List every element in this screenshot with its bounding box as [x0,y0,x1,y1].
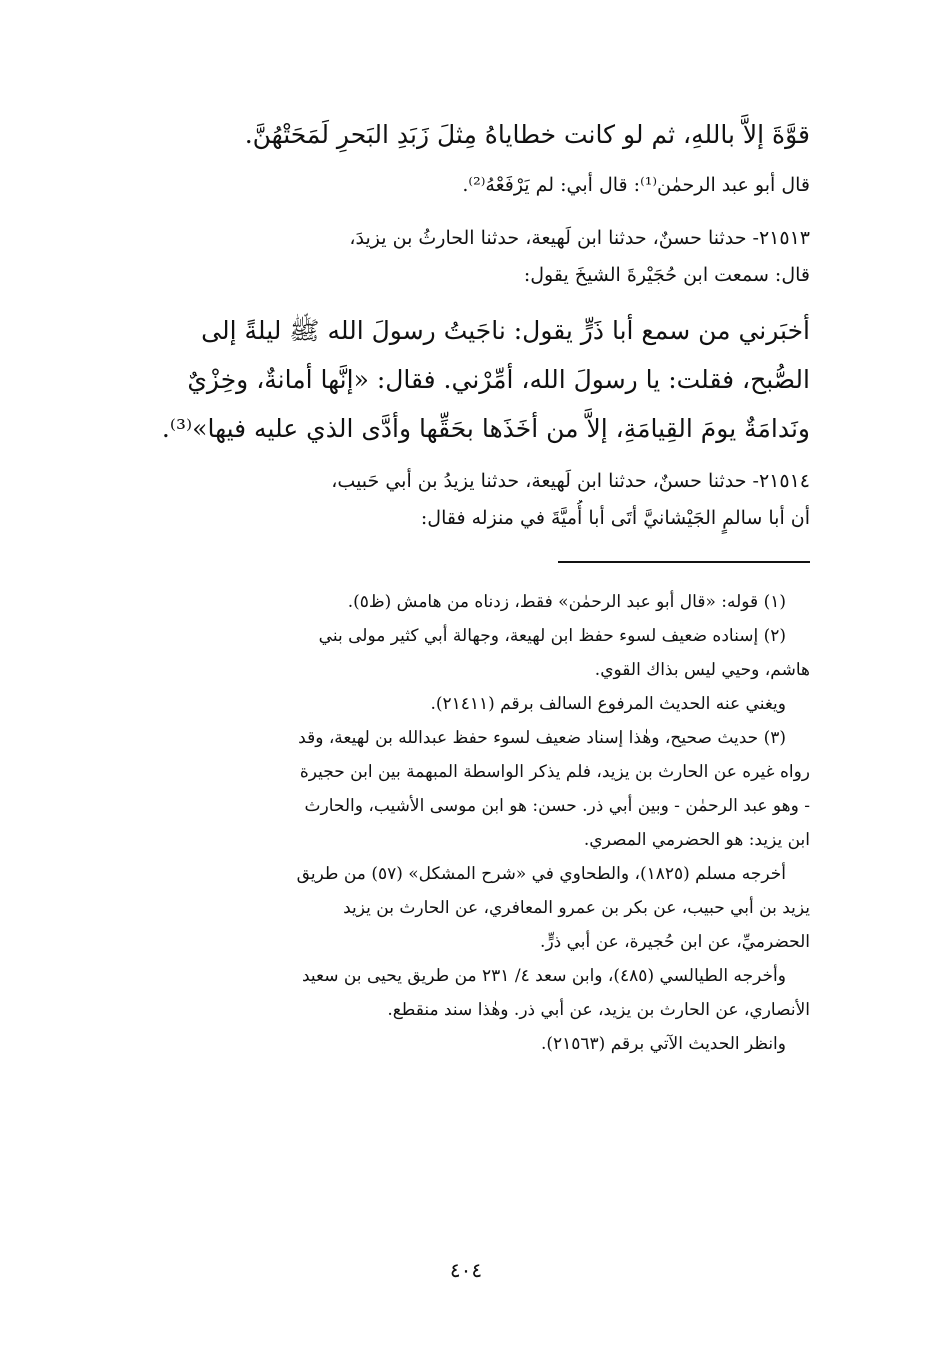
hadith-text-line: الصُّبح، فقلت: يا رسولَ الله، أمِّرْني. فقال: «إنَّها أمانةٌ، وخِزْيٌ [187,365,810,394]
chain-line: أن أبا سالمٍ الجَيْشانيَّ أتَى أبا أُميَّةَ في منزله فقال: [420,507,810,529]
footnote-line: ويغني عنه الحديث المرفوع السالف برقم (٢١٤١١). [430,694,786,714]
page-body [100,110,810,1310]
page-number: ٤٠٤ [449,1258,483,1282]
footnote-line: - وهو عبد الرحمٰن - وبين أبي ذر. حسن: هو ابن موسى الأشيب، والحارث [304,796,810,816]
hadith-text-line: أخبَرني من سمع أبا ذَرٍّ يقول: ناجَيتُ رسولَ الله ﷺ ليلةً إلى [201,316,810,345]
hadith-21514-chain [100,463,810,537]
footnote-line: رواه غيره عن الحارث بن يزيد، فلم يذكر الواسطة المبهمة بين ابن حجيرة [299,762,810,782]
footnote-separator [558,561,810,563]
hadith-21513-text [100,306,810,453]
main-text [100,110,810,210]
main-text-line: قوَّةَ إلاَّ باللهِ، ثم لو كانت خطاياهُ مِثلَ زَبَدِ البَحرِ لَمَحَتْهُنَّ. [244,120,810,149]
footnote-line: (٢) إسناده ضعيف لسوء حفظ ابن لهيعة، وجهالة أبي كثير مولى بني [318,626,786,646]
footnote-line: (١) قوله: «قال أبو عبد الرحمٰن» فقط، زدناه من هامش (ظ٥). [347,592,786,612]
chain-line: قال: سمعت ابن حُجَيْرةَ الشيخَ يقول: [523,264,810,286]
footnote-line: الأنصاري، عن الحارث بن يزيد، عن أبي ذر. وهٰذا سند منقطع. [387,1000,810,1020]
chain-line: ٢١٥١٤- حدثنا حسنٌ، حدثنا ابن لَهيعة، حدثنا يزيدُ بن أبي حَبيب، [331,470,810,492]
footnote-line: الحضرميِّ، عن ابن حُجيرة، عن أبي ذرٍّ. [540,932,810,952]
footnote-line: يزيد بن أبي حبيب، عن بكر بن عمرو المعافري، عن الحارث بن يزيد [343,898,810,918]
hadith-21513-chain [100,220,810,294]
hadith-text-line: ونَدامَةٌ يومَ القِيامَةِ، إلاَّ من أخَذَها بحَقِّها وأدَّى الذي عليه فيها»⁽³⁾. [161,414,810,443]
footnotes [100,585,810,1061]
footnote-line: (٣) حديث صحيح، وهٰذا إسناد ضعيف لسوء حفظ عبدالله بن لهيعة، وقد [298,728,786,748]
footnote-line: ابن يزيد: هو الحضرمي المصري. [583,830,810,850]
chain-line: ٢١٥١٣- حدثنا حسنٌ، حدثنا ابن لَهيعة، حدثنا الحارثُ بن يزيدَ، [349,227,810,249]
footnote-line: وانظر الحديث الآتي برقم (٢١٥٦٣). [540,1034,786,1054]
footnote-line: أخرجه مسلم (١٨٢٥)، والطحاوي في «شرح المشكل» (٥٧) من طريق [296,864,786,884]
main-text-line: قال أبو عبد الرحمٰن⁽¹⁾: قال أبي: لم يَرْفَعْهُ⁽²⁾. [462,174,810,196]
footnote-line: هاشم، وحيي ليس بذاك القوي. [594,660,810,680]
footnote-line: وأخرجه الطيالسي (٤٨٥)، وابن سعد ٤/ ٢٣١ من طريق يحيى بن سعيد [301,966,786,986]
